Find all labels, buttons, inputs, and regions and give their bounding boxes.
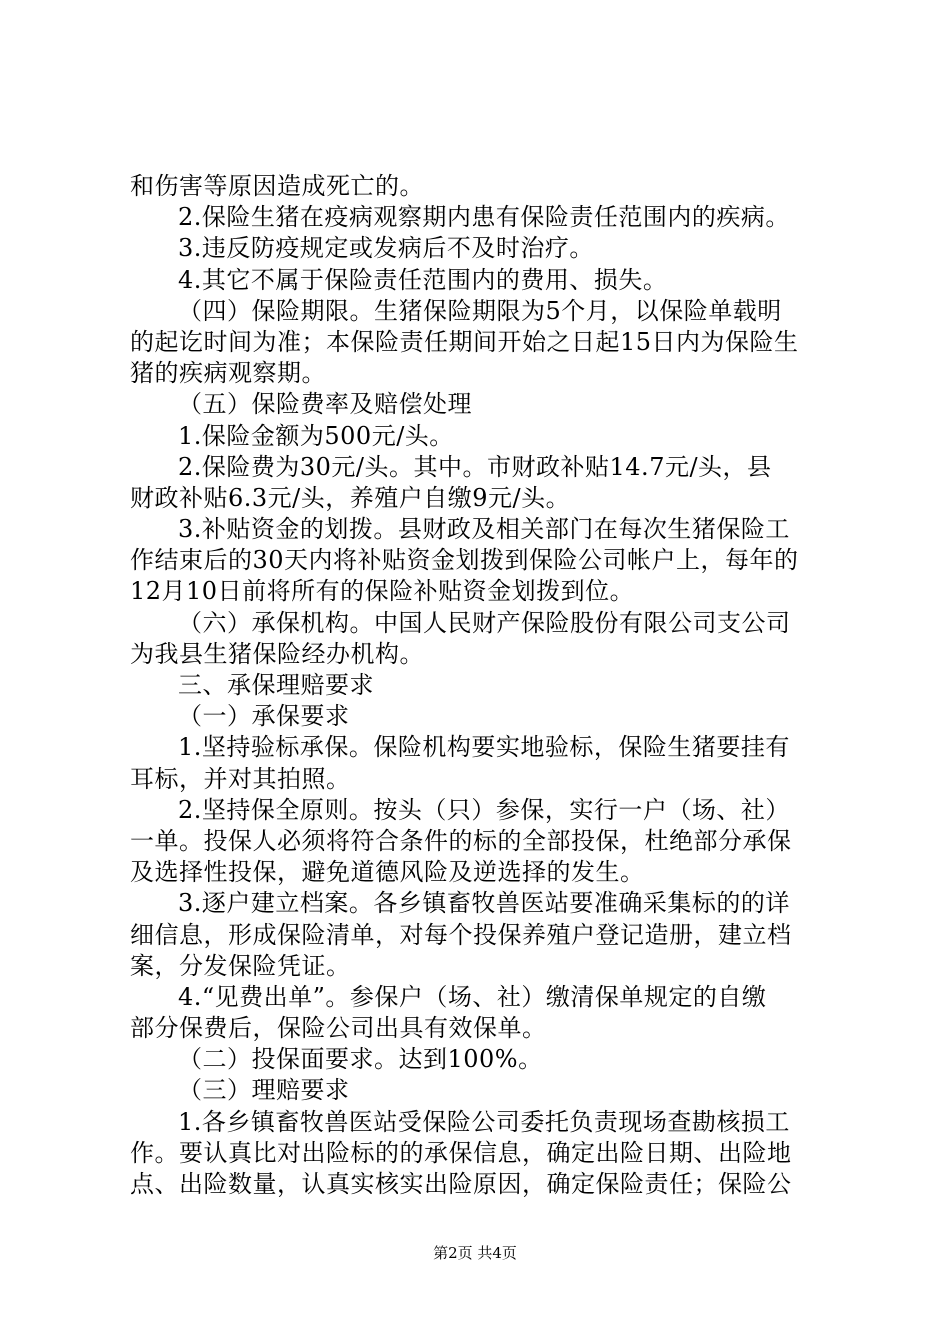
text-line: （三）理赔要求: [178, 1076, 350, 1105]
text-line: 2.坚持保全原则。按头（只）参保，实行一户（场、社）: [178, 795, 790, 824]
text-line: 及选择性投保，避免道德风险及逆选择的发生。: [130, 858, 645, 887]
text-line: 作结束后的30天内将补贴资金划拨到保险公司帐户上，每年的: [130, 546, 799, 575]
text-line: （四）保险期限。生猪保险期限为5个月，以保险单载明: [178, 296, 782, 325]
text-line: 2.保险生猪在疫病观察期内患有保险责任范围内的疾病。: [178, 203, 790, 232]
text-line: 3.补贴资金的划拨。县财政及相关部门在每次生猪保险工: [178, 515, 790, 544]
text-line: 4.“见费出单”。参保户（场、社）缴清保单规定的自缴: [178, 982, 767, 1011]
text-line: （五）保险费率及赔偿处理: [178, 390, 472, 419]
text-line: 和伤害等原因造成死亡的。: [130, 172, 424, 200]
text-line: （二）投保面要求。达到100%。: [178, 1045, 543, 1074]
text-line: 3.违反防疫规定或发病后不及时治疗。: [178, 234, 594, 263]
text-line: 1.保险金额为500元/头。: [178, 421, 454, 450]
text-line: 细信息，形成保险清单，对每个投保养殖户登记造册，建立档: [130, 920, 792, 949]
text-line: 一单。投保人必须将符合条件的标的全部投保，杜绝部分承保: [130, 826, 792, 855]
text-line: 2.保险费为30元/头。其中。市财政补贴14.7元/头，县: [178, 452, 772, 481]
text-line: 为我县生猪保险经办机构。: [130, 639, 424, 668]
text-line: 三、承保理赔要求: [178, 671, 374, 699]
text-line: （六）承保机构。中国人民财产保险股份有限公司支公司: [178, 608, 791, 637]
text-line: 点、出险数量，认真实核实出险原因，确定保险责任；保险公: [130, 1170, 792, 1198]
text-line: 12月10日前将所有的保险补贴资金划拨到位。: [130, 577, 635, 606]
text-line: 财政补贴6.3元/头，养殖户自缴9元/头。: [130, 483, 571, 512]
document-body: [130, 171, 830, 1200]
text-line: 3.逐户建立档案。各乡镇畜牧兽医站要准确采集标的的详: [178, 889, 790, 918]
text-line: 部分保费后，保险公司出具有效保单。: [130, 1014, 547, 1043]
text-line: 猪的疾病观察期。: [130, 359, 326, 388]
text-line: 1.坚持验标承保。保险机构要实地验标，保险生猪要挂有: [178, 733, 790, 762]
text-line: 案，分发保险凭证。: [130, 951, 351, 980]
text-line: 作。要认真比对出险标的的承保信息，确定出险日期、出险地: [130, 1138, 792, 1167]
page-footer: [0, 1243, 950, 1263]
page-number-label: 第2页 共4页: [433, 1244, 517, 1262]
text-line: 1.各乡镇畜牧兽医站受保险公司委托负责现场查勘核损工: [178, 1107, 790, 1136]
text-line: （一）承保要求: [178, 702, 350, 731]
text-line: 的起讫时间为准；本保险责任期间开始之日起15日内为保险生: [130, 327, 799, 356]
text-line: 耳标，并对其拍照。: [130, 764, 351, 793]
text-line: 4.其它不属于保险责任范围内的费用、损失。: [178, 265, 668, 294]
